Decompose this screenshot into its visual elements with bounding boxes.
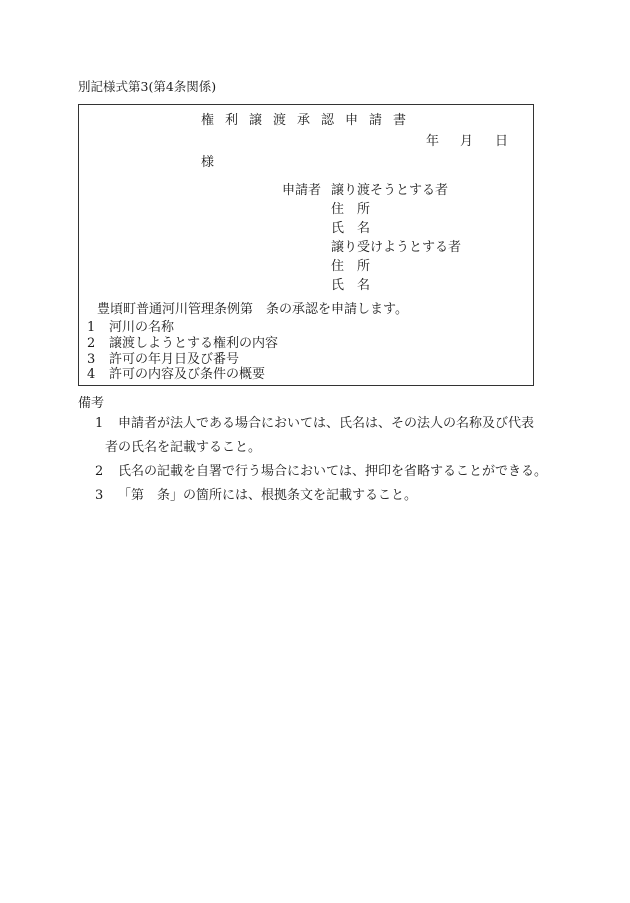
note-number: 1: [95, 416, 104, 431]
date-day: 日: [495, 134, 509, 149]
note-3-text: 「第 条」の箇所には、根拠条文を記載すること。: [118, 488, 418, 503]
note-number: 2: [95, 464, 104, 479]
request-statement: 豊頃町普通河川管理条例第 条の承認を申請します。: [97, 302, 408, 317]
list-item-text: 譲渡しようとする権利の内容: [109, 336, 279, 351]
list-item-text: 許可の内容及び条件の概要: [109, 367, 266, 382]
list-item-text: 許可の年月日及び番号: [109, 352, 240, 367]
list-item: [87, 321, 174, 334]
note-2-text: 氏名の記載を自署で行う場合においては、押印を省略することができる。: [118, 464, 548, 479]
form-number-label: 別記様式第3(第4条関係): [78, 79, 217, 94]
list-item-number: 3: [87, 352, 96, 367]
notes-heading: 備考: [78, 396, 105, 411]
transferor-name-label: 氏 名: [331, 221, 371, 236]
transferor-address-label: 住 所: [331, 202, 371, 217]
list-item: [87, 353, 239, 366]
list-item-number: 2: [87, 336, 96, 351]
list-item-number: 4: [87, 367, 96, 382]
note-1-line-1: 申請者が法人である場合においては、氏名は、その法人の名称及び代表: [118, 416, 535, 431]
transferee-label: 譲り受けようとする者: [331, 240, 462, 255]
note-number: 3: [95, 488, 104, 503]
list-item-number: 1: [87, 320, 96, 335]
form-title: 権利譲渡承認申請書: [201, 113, 418, 128]
list-item: [87, 337, 278, 350]
list-item: [87, 368, 265, 381]
transferee-address-label: 住 所: [331, 259, 371, 274]
note-1-line-2: 者の氏名を記載すること。: [105, 440, 262, 455]
addressee-suffix: 様: [201, 155, 215, 170]
list-item-text: 河川の名称: [109, 320, 175, 335]
transferee-name-label: 氏 名: [331, 278, 371, 293]
transferor-label: 譲り渡そうとする者: [331, 183, 449, 198]
date-year: 年: [426, 134, 440, 149]
date-month: 月: [460, 134, 474, 149]
applicant-label: 申請者: [282, 183, 322, 198]
